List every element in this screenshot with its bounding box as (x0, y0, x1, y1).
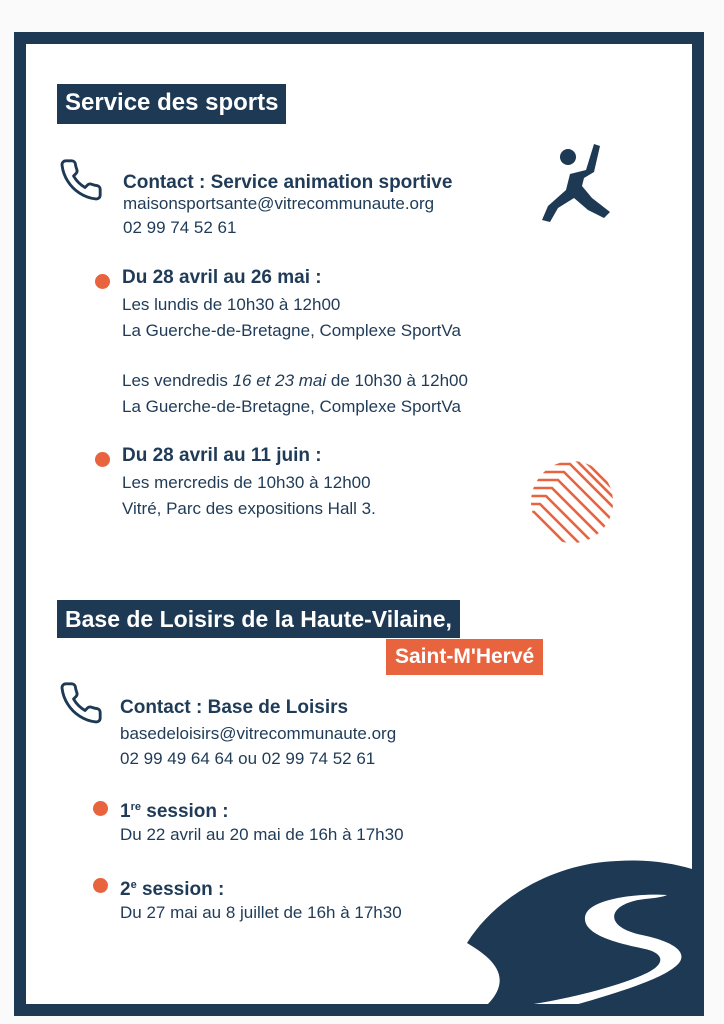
base-email[interactable]: basedeloisirs@vitrecommunaute.org (120, 724, 397, 743)
bullet-period2 (95, 452, 110, 467)
session2-suffix: e (130, 879, 137, 891)
phone-icon (58, 680, 104, 726)
sports-phone[interactable]: 02 99 74 52 61 (123, 218, 237, 237)
striped-circle-icon (530, 460, 614, 544)
period2-line1: Les mercredis de 10h30 à 12h00 (122, 473, 371, 492)
base-place: Saint-M'Hervé (386, 639, 543, 675)
sports-contact-label: Contact : Service animation sportive (123, 172, 453, 193)
session1-label: session : (140, 801, 229, 822)
session1-dates: Du 22 avril au 20 mai de 16h à 17h30 (120, 825, 404, 844)
sports-email[interactable]: maisonsportsante@vitrecommunaute.org (123, 194, 435, 213)
period1-line4: La Guerche-de-Bretagne, Complexe SportVa (122, 397, 461, 416)
base-heading: Base de Loisirs de la Haute-Vilaine, (57, 600, 460, 638)
session2-dates: Du 27 mai au 8 juillet de 16h à 17h30 (120, 903, 402, 922)
athlete-icon (538, 140, 614, 228)
period1-line2: La Guerche-de-Bretagne, Complexe SportVa (122, 321, 461, 340)
period1-line3-start: Les vendredis (122, 371, 233, 390)
session1-number: 1 (120, 801, 131, 822)
period1-title: Du 28 avril au 26 mai : (122, 267, 322, 288)
period1-line3-dates: 16 et 23 mai (232, 371, 327, 390)
base-contact-label: Contact : Base de Loisirs (120, 697, 349, 718)
sports-heading: Service des sports (57, 84, 286, 124)
bullet-session1 (93, 801, 108, 816)
period1-line3-end: de 10h30 à 12h00 (326, 371, 468, 390)
bullet-session2 (93, 878, 108, 893)
phone-icon (58, 157, 104, 203)
session2-title (120, 873, 224, 902)
period2-title: Du 28 avril au 11 juin : (122, 445, 322, 466)
session1-title (120, 795, 229, 824)
river-icon (467, 855, 692, 1005)
period1-line1: Les lundis de 10h30 à 12h00 (122, 295, 341, 314)
bullet-period1 (95, 274, 110, 289)
session1-suffix: re (130, 801, 141, 813)
base-phones[interactable]: 02 99 49 64 64 ou 02 99 74 52 61 (120, 749, 376, 768)
session2-label: session : (136, 879, 225, 900)
session2-number: 2 (120, 879, 131, 900)
period2-line2: Vitré, Parc des expositions Hall 3. (122, 499, 376, 518)
period1-line3 (122, 368, 468, 393)
